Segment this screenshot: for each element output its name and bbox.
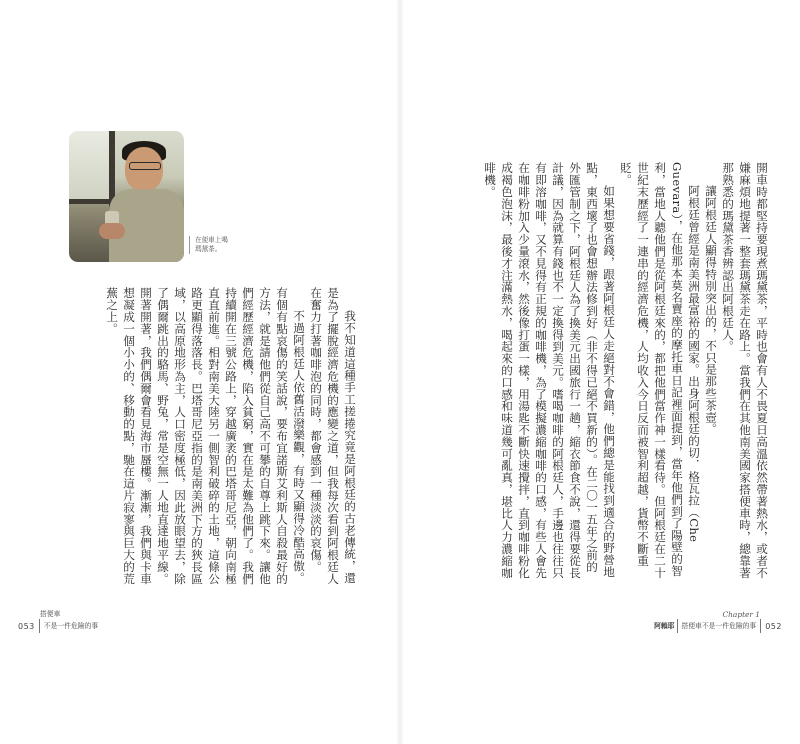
photo-caption [189,236,255,254]
paragraph: 不過阿根廷人依舊活潑樂觀，有時又顯得冷酷高傲。有個有點哀傷的笑話說，要布宜諾斯艾利斯人自殺最好的方法，就是請他們從自己高不可攀的自尊上跳下來。讓他們經歷經濟危機，陷入貧窮，實在是太難為他們了。我們持續開在三號公路上，穿越廣袤的巴塔哥尼亞，朝向南極直直前進。相對南美大陸另一側智利破碎的土地，這條公路更顯得落落長。巴塔哥尼亞指的是南美洲下方的狹長區域，以高原地形為主，人口密度極低，因此放眼望去，除了偶爾跳出的駱馬、野兔，常是空無一人地直達地平線。開著開著，我們偶爾會看見海市蜃樓。漸漸，我們與卡車想凝成一個小小的、移動的點，馳在這片寂寥與巨大的荒蕪之上。 [105,287,306,585]
paragraph: 阿根廷曾經是南美洲最富裕的國家。出身阿根廷的切．格瓦拉（Che Guevara），在他那本莫名賣座的摩托車日記裡面提到，當年他們到了陽壁的智利，當地人聽他們是從阿根廷來的，都把他們當作神一樣看待。但阿根廷在二十世紀末歷經了一連串的經濟危機，人均收入今日反而被智利超越，貨幣不斷重貶。 [619,162,701,579]
paragraph: 讓阿根廷人顯得特別突出的，不只是那些茶壺。 [704,185,718,436]
page-number: 052 [765,621,782,631]
glasses-icon [129,162,161,170]
footer-divider [677,619,678,633]
left-body-text [58,287,358,587]
caption-line: 在便車上喝 [195,236,228,244]
right-page [400,0,800,744]
page-number: 053 [18,621,35,631]
right-body-text [470,162,770,582]
chapter-label: Chapter 1 [722,610,760,619]
footer-divider [760,619,761,633]
paragraph: 我不知道這種手工搓捲究竟是阿根廷的古老傳統，還是為了擺脫經濟危機的應變之道，但我每次看到阿根廷人在奮力打著咖啡泡的同時，都會感到一種淡淡的哀傷。 [309,287,357,585]
footer-label: 搭便車 [40,610,61,618]
right-footer [654,610,782,633]
hitchhiker-photo [69,131,184,262]
truck-window [69,131,111,201]
running-title: 不是一件危險的事 [43,621,99,630]
person-hand [99,223,125,239]
paragraph: 開車時都堅持要現煮瑪黛茶，平時也會有人不畏夏日高溫依然帶著熱水，或者不嫌麻煩地提著一整套瑪黛茶走在路上。當我們在其他南美國家搭便車時，總靠著那熟悉的瑪黛茶香辨認出阿根廷人。 [721,162,769,579]
footer-author: 阿賴耶 [654,621,675,630]
door-frame [69,199,115,204]
running-title: 搭便車不是一件危險的事 [681,621,757,630]
footer-divider [39,619,40,633]
caption-line: 瑪黛茶。 [195,245,222,253]
left-footer [18,610,98,633]
paragraph: 如果想要省錢，跟著阿根廷人走絕對不會錯，他們總是能找到適合的野營地點，東西壞了也會想辦法修到好（非不得已絕不買新的）。在二〇一五年之前的外匯管制之下，阿根廷人為了換美元出國旅行一趟，縮衣節食不說，還得要從長計議，因為就算有錢也不一定換得到美元。嗜喝咖啡的阿根廷人，手邊也往往只有即溶咖啡，又不見得有正規的咖啡機，為了模擬濃縮咖啡的口感，有些人會先在咖啡粉加入少量滾水，然後像打蛋一樣，用湯匙不斷快速攪拌，直到咖啡粉化成褐色泡沫，最後才注滿熱水，喝起來的口感和味道幾可亂真，堪比人力濃縮咖啡機。 [483,162,616,579]
